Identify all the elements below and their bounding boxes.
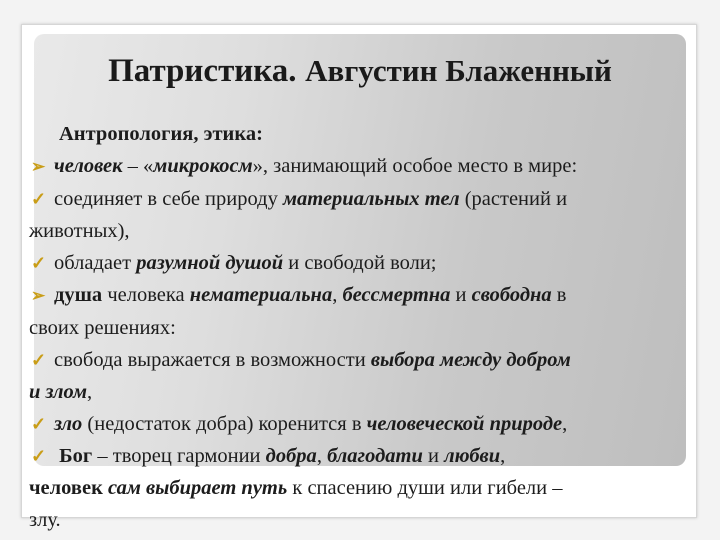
body-text: соединяет в себе природу xyxy=(54,188,283,210)
body-text: животных), xyxy=(29,220,130,242)
body-text: », занимающий особое место в мире: xyxy=(252,155,578,177)
emphasis-text: микрокосм xyxy=(153,155,253,177)
emphasis-text: сам выбирает путь xyxy=(108,477,288,499)
body-text: – творец гармонии xyxy=(92,445,266,467)
body-text: человека xyxy=(102,284,190,306)
emphasis-text: бессмертна xyxy=(342,284,451,306)
subtitle: Антропология, этика: xyxy=(59,123,263,145)
body-text: злу. xyxy=(29,509,61,531)
text-line xyxy=(29,376,677,408)
text-line xyxy=(29,408,677,440)
body-text: и свободой воли; xyxy=(283,252,437,274)
slide-content xyxy=(29,118,677,536)
body-text: , xyxy=(316,445,328,467)
body-text: (растений и xyxy=(459,188,568,210)
body-text: к спасению души или гибели – xyxy=(287,477,563,499)
body-text: и xyxy=(422,445,445,467)
arrow-bullet-icon: ➢ xyxy=(31,286,46,305)
checkmark-bullet-icon: ✓ xyxy=(31,350,47,370)
body-text: , xyxy=(87,381,93,403)
slide-title xyxy=(0,52,720,90)
body-text: – « xyxy=(122,155,154,177)
body-text: , xyxy=(500,445,506,467)
emphasis-text: и злом xyxy=(29,381,88,403)
emphasis-text: душа xyxy=(54,284,103,306)
body-text: , xyxy=(562,413,568,435)
emphasis-text: человек xyxy=(29,477,103,499)
body-text: обладает xyxy=(54,252,137,274)
text-line xyxy=(29,247,677,279)
emphasis-text: нематериальна xyxy=(189,284,333,306)
checkmark-bullet-icon: ✓ xyxy=(31,414,47,434)
emphasis-text: Бог xyxy=(54,445,93,467)
text-lines xyxy=(29,150,677,536)
emphasis-text: свободна xyxy=(471,284,552,306)
emphasis-text: благодати xyxy=(327,445,423,467)
emphasis-text: добра xyxy=(265,445,317,467)
body-text: и xyxy=(450,284,472,306)
body-text: в xyxy=(551,284,567,306)
body-text: , xyxy=(332,284,343,306)
text-line xyxy=(29,440,677,472)
title-part2: Августин Блаженный xyxy=(305,53,612,88)
text-line xyxy=(29,215,677,247)
text-line xyxy=(29,312,677,344)
emphasis-text: человек xyxy=(54,155,123,177)
emphasis-text: человеческой природе xyxy=(366,413,563,435)
emphasis-text: материальных тел xyxy=(282,188,460,210)
checkmark-bullet-icon: ✓ xyxy=(31,446,47,466)
text-line xyxy=(29,183,677,215)
body-text: (недостаток добра) коренится в xyxy=(82,413,367,435)
checkmark-bullet-icon: ✓ xyxy=(31,189,47,209)
checkmark-bullet-icon: ✓ xyxy=(31,253,47,273)
text-line xyxy=(29,150,677,183)
emphasis-text: разумной душой xyxy=(136,252,284,274)
emphasis-text: выбора между добром xyxy=(370,349,571,371)
emphasis-text: зло xyxy=(54,413,83,435)
arrow-bullet-icon: ➢ xyxy=(31,157,46,176)
title-part1: Патристика. xyxy=(108,53,297,89)
text-line xyxy=(29,279,677,312)
body-text: свобода выражается в возможности xyxy=(54,349,371,371)
emphasis-text: любви xyxy=(444,445,501,467)
text-line xyxy=(29,472,677,504)
body-text: своих решениях: xyxy=(29,317,176,339)
text-line xyxy=(29,344,677,376)
text-line xyxy=(29,504,677,536)
